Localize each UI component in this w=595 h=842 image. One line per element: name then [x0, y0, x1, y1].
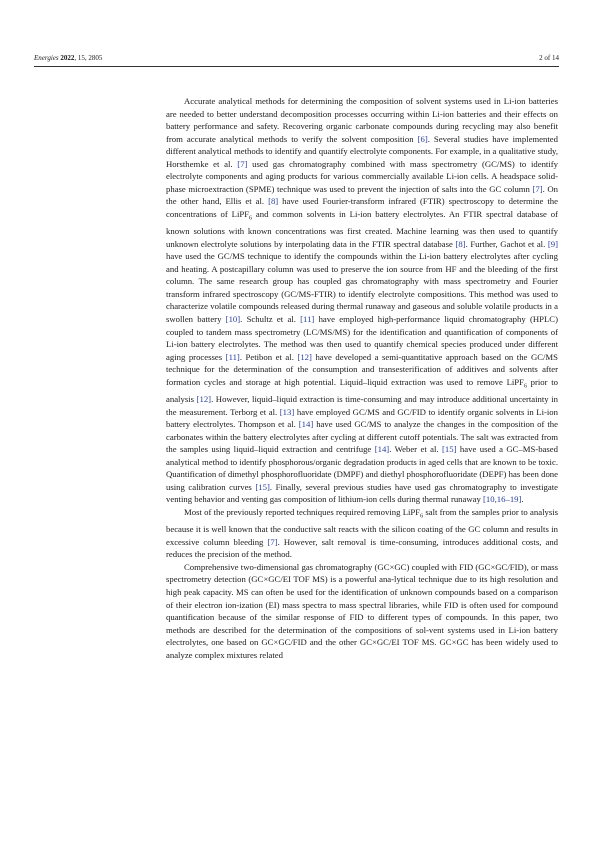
citation-link[interactable]: [8]	[268, 196, 279, 207]
text-run: . Petibon et al.	[239, 351, 298, 362]
text-run: . Several studies have implemented different analytical methods to identify and quantify electrolyte components. For example, in a qualitative study, Horsthemke et al.	[166, 133, 559, 169]
citation-link[interactable]: [13]	[279, 406, 295, 417]
text-run: Accurate analytical methods for determining the composition of solvent systems used in Li-ion batteries are needed to better understand decomposition processes occurring within Li-ion batteries and their effects on battery performance and safety. Recovering organic carbonate compounds during recycling may also benefit from accurate analytical methods to verify the solvent composition	[166, 96, 558, 144]
subscript: 6	[249, 215, 253, 222]
text-run: have employed high-performance liquid chromatography (HPLC) coupled to tandem mass spectrometry (LC/MS/MS) for the identification and quantification of components of Li-ion battery electrolytes. The method was then used to quantify chemical species produced under different aging processes	[166, 314, 558, 362]
journal-volume-pages: , 15, 2805	[74, 54, 103, 62]
text-run: have used Fourier-transform infrared (FTIR) spectroscopy to determine the concentrations of LiPF	[166, 196, 558, 219]
citation-link[interactable]: [14]	[298, 419, 314, 430]
text-run: used gas chromatography combined with mass spectrometry (GC/MS) to identify electrolyte components and aging products for various commercially available Li-ion cells. A headspace solid-phase microextraction (SPME) technique was used to prevent the injection of salts into the GC column	[166, 158, 558, 194]
text-run: Comprehensive two-dimensional gas chromatography (GC×GC) coupled with FID (GC×GC/FID), or mass spectrometry detection (GC×GC/EI TOF MS) is a powerful ana-lytical technique due to its high resolution and high peak capacity. MS can often be used for the identification of unknown compounds based on a comparison of their electron ion-ization (EI) mass spectra to mass spectral libraries, while FID is often used for compound quantification because of the similar response of FID to different types of compounds. In this paper, two methods are described for the determination of the compositions of sol-vent systems used in Li-ion battery electrolytes, one based on GC×GC/FID and the other GC×GC/EI TOF MS. GC×GC has been widely used to analyze complex mixtures related	[166, 561, 558, 660]
text-run: . However, salt removal is time-consuming, introduces additional costs, and reduces the precision of the method.	[166, 536, 559, 560]
citation-link[interactable]: [9]	[547, 238, 558, 249]
text-run: and common solvents in Li-ion battery electrolytes. An FTIR spectral database of known solutions with known concentrations was first created. Machine learning was then used to quantify unknown electrolyte solutions by interpolating data in the FTIR spectral database	[166, 208, 558, 249]
text-run: . Schultz et al.	[240, 314, 301, 325]
subscript: 6	[523, 383, 527, 390]
text-run: . On the other hand, Ellis et al.	[166, 183, 558, 207]
citation-link[interactable]: [14]	[374, 444, 390, 455]
main-text	[166, 95, 558, 661]
journal-year: 2022	[60, 54, 75, 62]
journal-citation	[34, 54, 102, 62]
citation-link[interactable]: [6]	[417, 133, 428, 144]
citation-link[interactable]: [15]	[255, 481, 270, 492]
text-run: . Further, Gachot et al.	[465, 238, 548, 249]
paragraph-3	[166, 561, 558, 661]
paragraph-2	[166, 506, 558, 561]
text-run: have developed a semi-quantitative approach based on the GC/MS technique for the determination of the consumption and transesterification of additives and solvents after formation cycles and storage at high potential. Liquid–liquid extraction was used to remove LiPF	[166, 351, 558, 387]
citation-link[interactable]: [11]	[300, 314, 315, 325]
page-number: 2 of 14	[539, 54, 559, 62]
text-run: . Finally, several previous studies have used gas chromatography to investigate venting behavior and venting gas composition of lithium-ion cells during thermal runaway	[166, 481, 558, 505]
citation-link[interactable]: [15]	[442, 444, 457, 455]
text-run: . Weber et al.	[389, 444, 443, 455]
text-run: prior to analysis	[166, 376, 558, 405]
citation-link[interactable]: [7]	[532, 183, 543, 194]
header-rule	[34, 66, 559, 67]
citation-link[interactable]: [10,16–19]	[483, 494, 522, 505]
paragraph-1	[166, 95, 558, 506]
citation-link[interactable]: [8]	[455, 238, 466, 249]
journal-name: Energies	[34, 54, 59, 62]
citation-link[interactable]: [11]	[225, 351, 240, 362]
running-header	[34, 54, 559, 62]
text-run: have used the GC/MS technique to identify the compounds within the Li-ion battery electrolytes after cycling and heating. A postcapillary column was used to preserve the ion source from HF and the bleeding of the first column. The same research group has coupled gas chromatography with mass spectrometry and Fourier transform infrared spectroscopy (GC/MS-FTIR) to identify electrolyte compositions. This method was used to characterize volatile compounds released during thermal runaway and gaseous and soluble volatile products in a swollen battery	[166, 251, 558, 325]
text-run: . However, liquid–liquid extraction is time-consuming and may introduce additional uncertainty in the measurement. Terborg et al.	[166, 394, 558, 417]
subscript: 6	[420, 513, 424, 520]
text-run: salt from the samples prior to analysis because it is well known that the conductive salt reacts with the silicon coating of the GC column and results in excessive column bleeding	[166, 506, 559, 547]
citation-link[interactable]: [7]	[267, 536, 278, 547]
text-run: have employed GC/MS and GC/FID to identify organic solvents in Li-ion battery electrolytes. Thompson et al.	[166, 406, 558, 430]
text-run: have used a GC–MS-based analytical method to identify phosphorous/organic degradation products in aged cells that are known to be toxic. Quantification of dimethyl phosphorofluoridate (DMPF) and diethyl phosphorofluoridate (DEPF) has been done using calibration curves	[166, 444, 558, 492]
text-run: .	[521, 494, 524, 505]
text-run: have used GC/MS to analyze the changes in the composition of the carbonates within the battery electrolytes after cycling at different cutoff potentials. The salt was extracted from the samples using liquid–liquid extraction and centrifuge	[166, 419, 558, 455]
citation-link[interactable]: [12]	[196, 394, 212, 405]
text-run: Most of the previously reported techniques required removing LiPF	[184, 506, 421, 517]
citation-link[interactable]: [12]	[297, 351, 312, 362]
citation-link[interactable]: [10]	[225, 314, 241, 325]
citation-link[interactable]: [7]	[237, 158, 248, 169]
